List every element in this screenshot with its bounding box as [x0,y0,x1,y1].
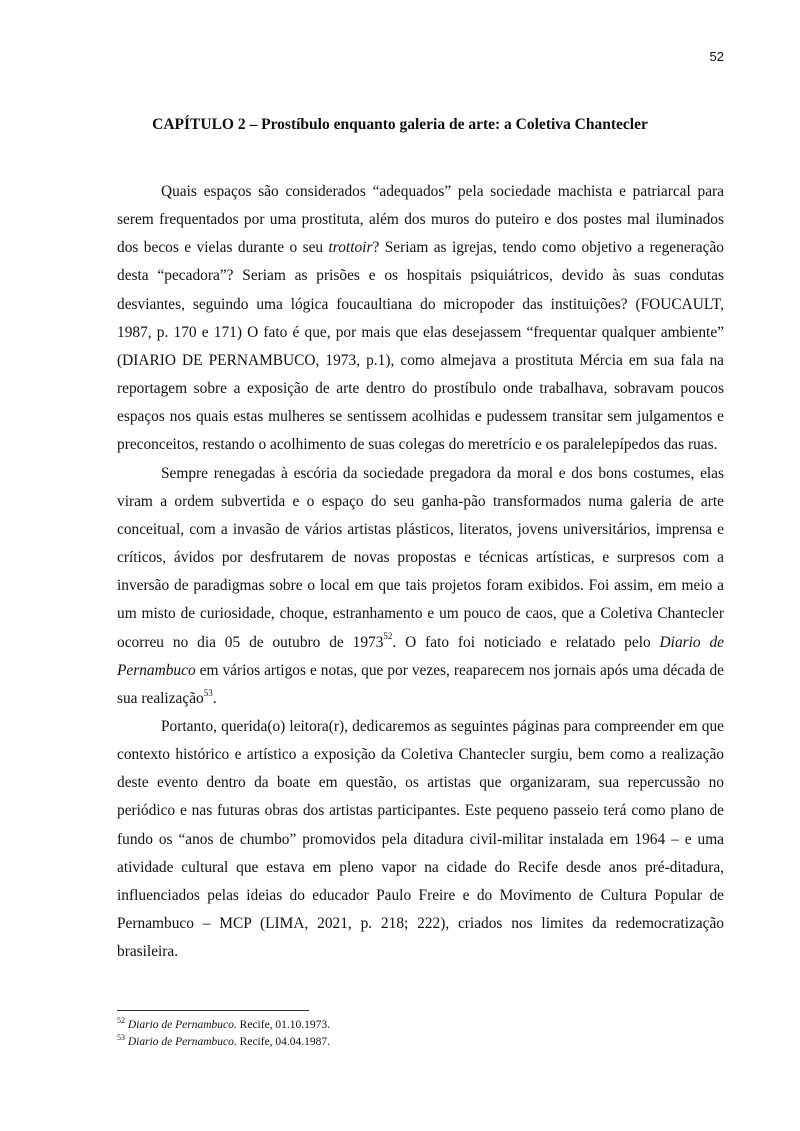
footnote-separator [117,1010,309,1011]
footnote-number: 53 [117,1033,125,1043]
footnote-detail: Recife, 01.10.1973. [236,1019,331,1031]
body-text [117,178,724,966]
p1-italic-term: trottoir [328,239,373,257]
footnotes [117,1017,330,1051]
paragraph-1 [117,178,724,460]
footnote-number: 52 [117,1016,125,1026]
p2-text-a: Sempre renegadas à escória da sociedade pregadora da moral e dos bons costumes, elas viram a ordem subvertida e o espaço do seu ganha-pão transformados numa galeria de arte conceitual, com a invasão de vários artistas plásticos, literatos, jovens universitários, imprensa e críticos, ávidos por desfrutarem de novas propostas e técnicas artísticas, e surpresos com a inversão de paradigmas sobre o local em que tais projetos foram exibidos. Foi assim, em meio a um misto de curiosidade, choque, estranhamento e um pouco de caos, que a Coletiva Chantecler ocorreu no dia 05 de outubro de 1973 [117,464,724,651]
p2-text-c: em vários artigos e notas, que por vezes, reaparecem nos jornais após uma década de sua realização [117,661,724,707]
footnote-53 [117,1034,330,1051]
page-number: 52 [709,49,724,64]
footnote-ref-53[interactable]: 53 [203,687,213,698]
p1-text-a: Quais espaços são considerados “adequados” pela sociedade machista e patriarcal para serem frequentados por uma prostituta, além dos muros do puteiro e dos postes mal iluminados dos becos e vielas durante o seu [117,183,724,257]
paragraph-2 [117,460,724,713]
p2-italic-newspaper: Diario de Pernambuco [117,633,724,679]
p2-text-d: . [212,689,217,707]
p2-text-b: . O fato foi noticiado e relatado pelo [392,633,660,651]
footnote-ref-52[interactable]: 52 [383,631,393,642]
footnote-52 [117,1017,330,1034]
p1-text-b: ? Seriam as igrejas, tendo como objetivo a regeneração desta “pecadora”? Seriam as prisões e os hospitais psiquiátricos, devido às suas condutas desviantes, seguindo uma lógica foucaultiana do micropoder das instituições? (FOUCAULT, 1987, p. 170 e 171) O fato é que, por mais que elas desejassem “frequentar qualquer ambiente” (DIARIO DE PERNAMBUCO, 1973, p.1), como almejava a prostituta Mércia em sua fala na reportagem sobre a exposição de arte dentro do prostíbulo onde trabalhava, sobravam poucos espaços nos quais estas mulheres se sentissem acolhidas e pudessem transitar sem julgamentos e preconceitos, restando o acolhimento de suas colegas do meretrício e os paralelepípedos das ruas. [117,239,724,454]
footnote-source: Diario de Pernambuco. [127,1036,237,1048]
footnote-detail: Recife, 04.04.1987. [236,1036,331,1048]
footnote-source: Diario de Pernambuco. [127,1019,237,1031]
chapter-title: CAPÍTULO 2 – Prostíbulo enquanto galeria de arte: a Coletiva Chantecler [152,116,648,133]
paragraph-3: Portanto, querida(o) leitora(r), dedicaremos as seguintes páginas para compreender em que contexto histórico e artístico a exposição da Coletiva Chantecler surgiu, bem como a realização deste evento dentro da boate em questão, os artistas que organizaram, sua repercussão no periódico e nas futuras obras dos artistas participantes. Este pequeno passeio terá como plano de fundo os “anos de chumbo” promovidos pela ditadura civil-militar instalada em 1964 – e uma atividade cultural que estava em pleno vapor na cidade do Recife desde anos pré-ditadura, influenciados pelas ideias do educador Paulo Freire e do Movimento de Cultura Popular de Pernambuco – MCP (LIMA, 2021, p. 218; 222), criados nos limites da redemocratização brasileira. [117,717,724,961]
